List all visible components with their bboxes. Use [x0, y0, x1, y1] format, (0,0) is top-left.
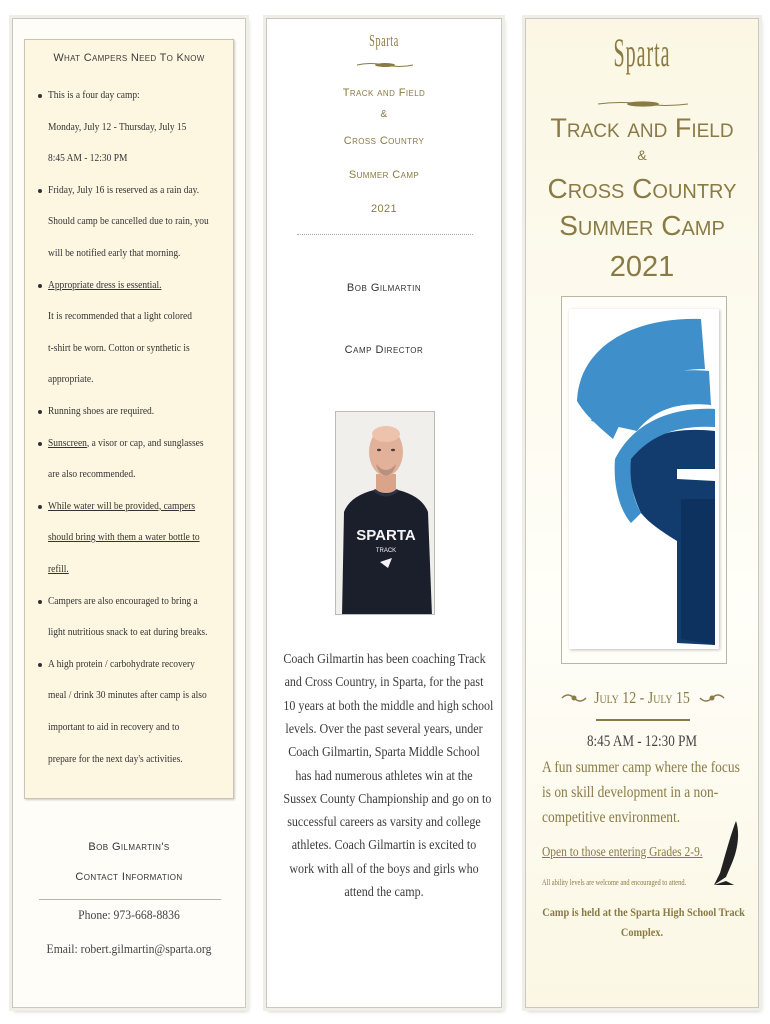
bullet-icon [38, 600, 42, 604]
cover-summer-camp: Summer Camp [559, 210, 725, 241]
description-line: competitive environment. [542, 809, 681, 826]
cover-flourish-icon [596, 99, 690, 109]
bio-line: has had numerous athletes win at the [295, 768, 473, 784]
middle-divider [297, 234, 473, 235]
bullet-icon [38, 442, 42, 446]
middle-panel [266, 18, 502, 1008]
camp-time: 8:45 AM - 12:30 PM [586, 733, 698, 750]
info-line: Appropriate dress is essential. [48, 278, 162, 291]
bio-line: Sussex County Championship and go on to [283, 791, 492, 807]
contact-title-info: Contact Information [75, 871, 183, 883]
director-name: Bob Gilmartin [346, 282, 422, 294]
middle-summer-camp: Summer Camp [348, 169, 420, 181]
bullet-icon [38, 663, 42, 667]
bio-line: attend the camp. [344, 885, 424, 900]
cover-year: 2021 [609, 251, 675, 283]
cover-cross-country: Cross Country [547, 173, 737, 204]
info-line: Friday, July 16 is reserved as a rain day. [48, 183, 200, 196]
bio-line: athletes. Coach Gilmartin is excited to [291, 838, 477, 854]
camp-dates: July 12 - July 15 [594, 688, 690, 707]
bio-line: Coach Gilmartin, Sparta Middle School [288, 745, 480, 761]
bullet-icon [38, 284, 42, 288]
contact-divider [39, 899, 221, 900]
ability-note: All ability levels are welcome and encouraged to attend. [542, 878, 687, 887]
info-line: Running shoes are required. [48, 405, 155, 417]
info-line: will be notified early that morning. [48, 247, 181, 259]
info-line: While water will be provided, campers [48, 499, 196, 512]
dates-divider [596, 719, 690, 721]
director-photo [335, 411, 435, 615]
bullet-icon [38, 94, 42, 98]
contact-email[interactable]: Email: robert.gilmartin@sparta.org [46, 941, 212, 956]
cover-brand: Sparta [613, 30, 671, 75]
bio-line: Coach Gilmartin has been coaching Track [283, 652, 486, 667]
bio-line: and Cross Country, in Sparta, for the past [284, 675, 484, 691]
info-line: should bring with them a water bottle to [48, 531, 200, 544]
info-line: appropriate. [48, 373, 94, 386]
bullet-icon [38, 410, 42, 414]
campers-info-title: What Campers Need To Know [53, 52, 205, 64]
info-line: are also recommended. [48, 468, 136, 481]
spartan-helmet-icon [569, 309, 719, 649]
info-line: Monday, July 12 - Thursday, July 15 [48, 120, 187, 133]
info-line: This is a four day camp: [48, 89, 140, 101]
middle-track-field: Track and Field [342, 87, 426, 99]
flourish-icon [355, 61, 415, 69]
shirt-text: SPARTA [356, 527, 416, 544]
info-line: Campers are also encouraged to bring a [48, 594, 198, 607]
info-line: light nutritious snack to eat during breaks. [48, 626, 208, 639]
info-line: meal / drink 30 minutes after camp is also [48, 689, 207, 702]
bullet-icon [38, 189, 42, 193]
winged-shoe-icon [710, 819, 744, 887]
bullet-icon [38, 505, 42, 509]
info-line: prepare for the next day's activities. [48, 752, 183, 765]
left-panel [12, 18, 246, 1008]
info-line: refill. [48, 563, 69, 575]
bio-line: successful careers as varsity and college [287, 815, 481, 831]
info-line: 8:45 AM - 12:30 PM [48, 152, 128, 165]
contact-title-name: Bob Gilmartin's [88, 841, 170, 853]
middle-cross-country: Cross Country [343, 135, 425, 147]
bio-line: 10 years at both the middle and high school [283, 698, 494, 714]
location-line-2: Complex. [620, 925, 664, 939]
info-line: important to aid in recovery and to [48, 721, 180, 733]
bio-line: levels. Over the past several years, under [285, 721, 483, 737]
info-line: Should camp be cancelled due to rain, you [48, 215, 209, 228]
right-panel [525, 18, 759, 1008]
grades-note: Open to those entering Grades 2-9. [542, 845, 703, 860]
info-line: Sunscreen, a visor or cap, and sunglasses [48, 436, 204, 449]
info-line: t-shirt be worn. Cotton or synthetic is [48, 341, 190, 354]
contact-phone: Phone: 973-668-8836 [78, 907, 180, 922]
middle-year: 2021 [370, 203, 398, 215]
cover-track-field: Track and Field [550, 113, 734, 143]
cover-ampersand: & [637, 147, 647, 163]
shirt-subtext: TRACK [375, 548, 397, 554]
info-line: A high protein / carbohydrate recovery [48, 657, 195, 670]
location-line-1: Camp is held at the Sparta High School Track [542, 905, 745, 919]
description-line: A fun summer camp where the focus [542, 759, 740, 776]
bio-line: work with all of the boys and girls who [289, 861, 479, 877]
logo-frame [561, 296, 727, 664]
director-role: Camp Director [344, 344, 424, 356]
description-line: is on skill development in a non- [542, 784, 719, 801]
middle-ampersand: & [380, 109, 388, 120]
info-line: It is recommended that a light colored [48, 310, 192, 323]
campers-info-box [24, 39, 234, 799]
right-ornament-icon [698, 691, 726, 705]
logo-card [569, 309, 719, 649]
middle-brand: Sparta [369, 31, 399, 50]
